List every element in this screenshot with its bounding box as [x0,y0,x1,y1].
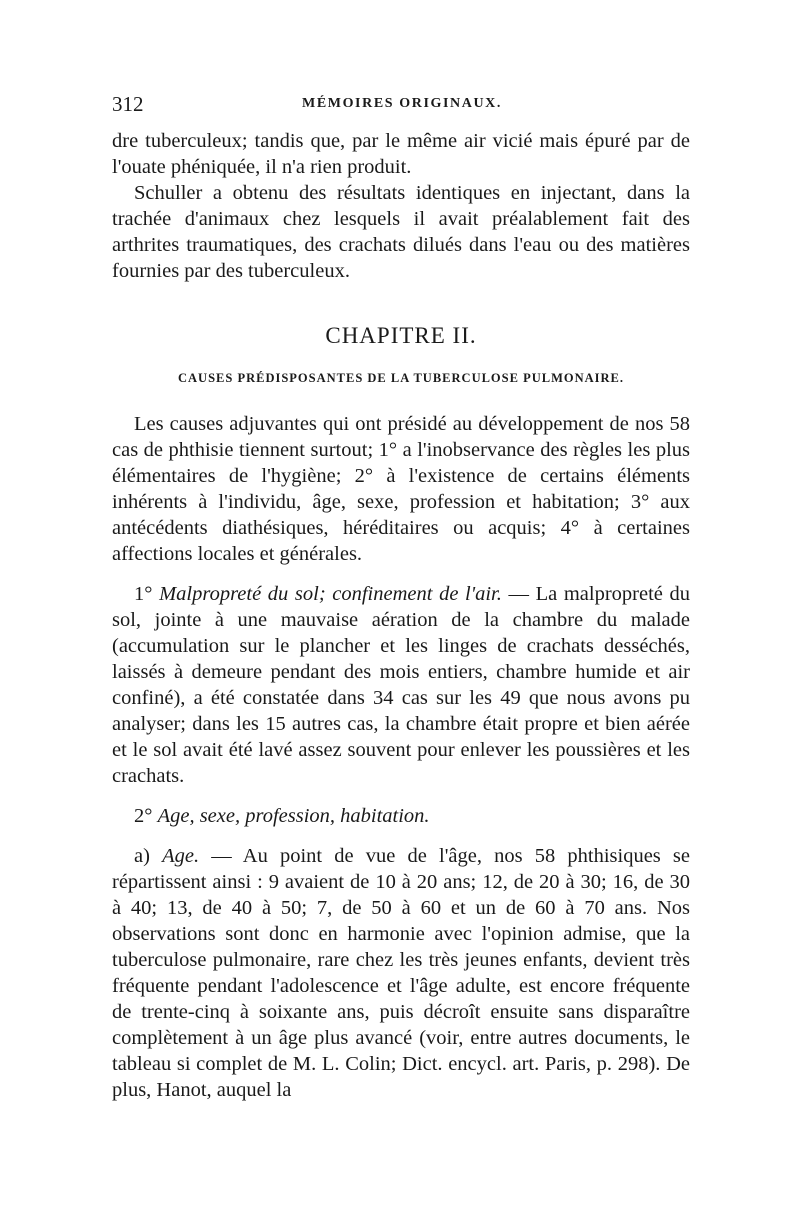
chapter-subtitle: CAUSES PRÉDISPOSANTES DE LA TUBERCULOSE PULMONAIRE. [178,371,624,385]
sub-a-text: — Au point de vue de l'âge, nos 58 phthisiques se répartissent ainsi : 9 avaient de 10 à 20 ans; 12, de 20 à 30; 16, de 30 à 40; 13, de 40 à 50; 7, de 50 à 60 et un de 60 à 70 ans. Nos observations sont donc en harmonie avec l'opinion admise, que la tuberculose pulmonaire, rare chez les très jeunes enfants, devient très fréquente pendant l'adolescence et l'âge adulte, est encore fréquente de trente-cinq à soixante ans, puis décroît ensuite sans disparaître complètement à un âge plus avancé (voir, entre autres documents, le tableau si complet de M. L. Colin; Dict. encycl. art. Paris, p. 298). De plus, Hanot, auquel la [112,845,691,1101]
item1-number: 1° [134,583,153,605]
paragraph-intro: Les causes adjuvantes qui ont présidé au développement de nos 58 cas de phthisie tiennent surtout; 1° a l'inobservance des règles les plus élémentaires de l'hygiène; 2° à l'existence de certains éléments inhérents à l'individu, âge, sexe, profession et habitation; 3° aux antécédents diathésiques, héréditaires ou acquis; 4° à certaines affections locales et générales. [112,413,690,565]
paragraph-schuller: Schuller a obtenu des résultats identiques en injectant, dans la trachée d'animaux chez lesquels il avait préalablement fait des arthrites traumatiques, des crachats dilués dans l'eau ou des matières fournies par des tuberculeux. [112,182,690,282]
item1-text: — La malpropreté du sol, jointe à une mauvaise aération de la chambre du malade (accumulation sur le plancher et les linges de crachats desséchés, laissés à demeure pendant des mois entiers, chambre humide et air confiné), a été constatée dans 34 cas sur les 49 que nous avons pu analyser; dans les 15 autres cas, la chambre était propre et bien aérée et le sol avait été lavé assez souvent pour enlever les poussières et les crachats. [112,583,691,787]
item1-title: Malpropreté du sol; confinement de l'air. [159,583,502,605]
running-head: MÉMOIRES ORIGINAUX. [302,96,502,111]
item2-title: Age, sexe, profession, habitation. [157,805,430,827]
top-text [112,128,690,284]
paragraph-item2 [112,803,690,829]
paragraph-continuation: dre tuberculeux; tandis que, par le même air vicié mais épuré par de l'ouate phéniquée, il n'a rien produit. [112,130,690,178]
sub-a-title: Age. [162,845,200,867]
page-number: 312 [112,92,144,116]
paragraph-item1 [112,581,690,789]
page-header [112,92,692,122]
item2-number: 2° [134,805,153,827]
paragraph-age [112,843,690,1103]
sub-a-label: a) [134,845,150,867]
chapter-title: CHAPITRE II. [325,323,477,348]
chapter-body [112,411,690,1103]
